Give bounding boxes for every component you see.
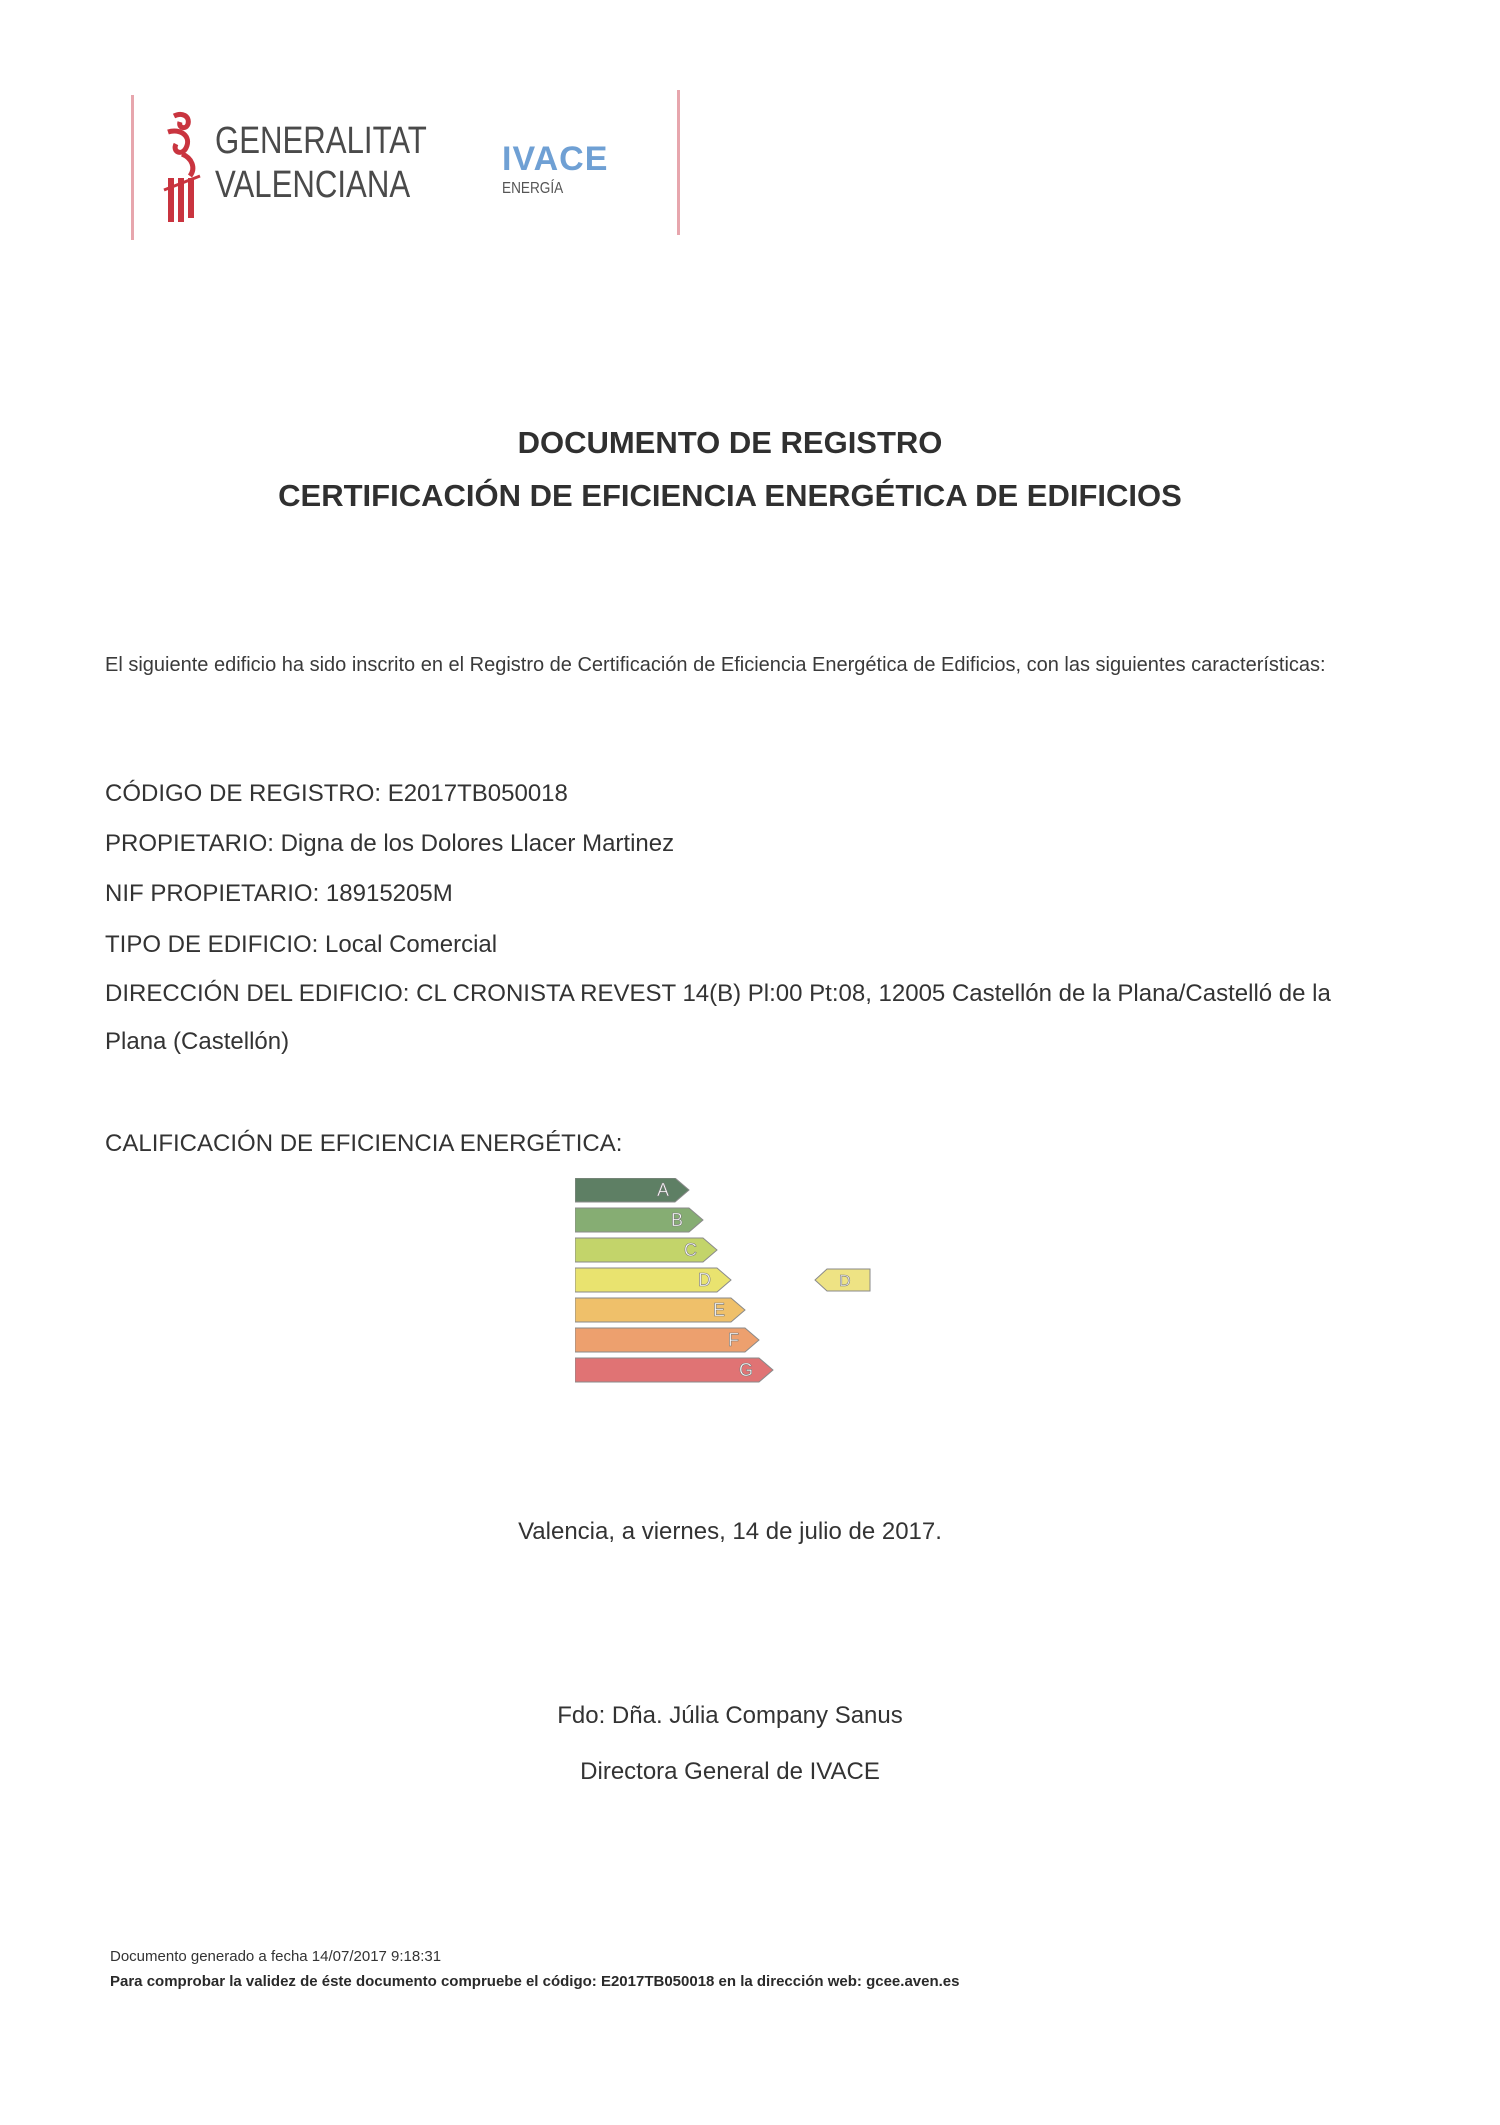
rating-label-g: G <box>738 1360 753 1380</box>
rating-bar-b <box>575 1208 703 1232</box>
direccion-value: CL CRONISTA REVEST 14(B) Pl:00 Pt:08, 12005 Castellón de la Plana/Castelló de la Plana (Castellón) <box>105 980 1331 1055</box>
codigo-label: CÓDIGO DE REGISTRO: <box>105 780 382 807</box>
field-direccion <box>105 970 1385 1066</box>
rating-label-b: B <box>670 1210 683 1230</box>
direccion-label: DIRECCIÓN DEL EDIFICIO: <box>105 980 410 1007</box>
ivace-logo-text: IVACE <box>502 140 609 178</box>
footer-verify: Para comprobar la validez de éste documento compruebe el código: E2017TB050018 en la dirección web: gcee.aven.es <box>110 1973 960 1990</box>
intro-paragraph: El siguiente edificio ha sido inscrito en el Registro de Certificación de Eficiencia Energética de Edificios, con las siguientes características: <box>105 654 1326 676</box>
nif-label: NIF PROPIETARIO: <box>105 880 320 907</box>
document-title: DOCUMENTO DE REGISTRO <box>517 425 943 460</box>
field-codigo <box>105 780 568 808</box>
tipo-value: Local Comercial <box>325 931 498 958</box>
rating-label-a: A <box>656 1180 669 1200</box>
rating-bar-a <box>575 1178 689 1202</box>
energy-rating-scale <box>575 1178 935 1398</box>
propietario-label: PROPIETARIO: <box>105 830 274 857</box>
rating-label-e: E <box>712 1300 725 1320</box>
signature-title: Directora General de IVACE <box>580 1758 880 1785</box>
codigo-value: E2017TB050018 <box>387 780 568 807</box>
generalitat-emblem-icon <box>160 110 205 225</box>
generalitat-line1: GENERALITAT <box>215 120 427 162</box>
propietario-value: Digna de los Dolores Llacer Martinez <box>280 830 675 857</box>
field-propietario <box>105 830 674 858</box>
signature-name: Fdo: Dña. Júlia Company Sanus <box>557 1702 903 1729</box>
ivace-logo-subtitle: ENERGÍA <box>502 180 564 197</box>
generalitat-line2: VALENCIANA <box>215 164 411 206</box>
document-subtitle: CERTIFICACIÓN DE EFICIENCIA ENERGÉTICA DE EDIFICIOS <box>278 478 1182 513</box>
rating-label-f: F <box>728 1330 739 1350</box>
field-nif <box>105 880 453 908</box>
nif-value: 18915205M <box>325 880 453 907</box>
tipo-label: TIPO DE EDIFICIO: <box>105 931 319 958</box>
generalitat-logo <box>160 110 427 230</box>
rating-label: CALIFICACIÓN DE EFICIENCIA ENERGÉTICA: <box>105 1130 623 1157</box>
rating-result-label: D <box>839 1273 851 1290</box>
rating-label-d: D <box>698 1270 711 1290</box>
date-line: Valencia, a viernes, 14 de julio de 2017. <box>518 1518 942 1545</box>
ivace-logo <box>502 140 652 210</box>
header-divider-left <box>131 95 134 240</box>
rating-label-c: C <box>684 1240 697 1260</box>
footer-generated: Documento generado a fecha 14/07/2017 9:18:31 <box>110 1948 442 1965</box>
field-tipo <box>105 931 497 959</box>
header-divider-right <box>677 90 680 235</box>
